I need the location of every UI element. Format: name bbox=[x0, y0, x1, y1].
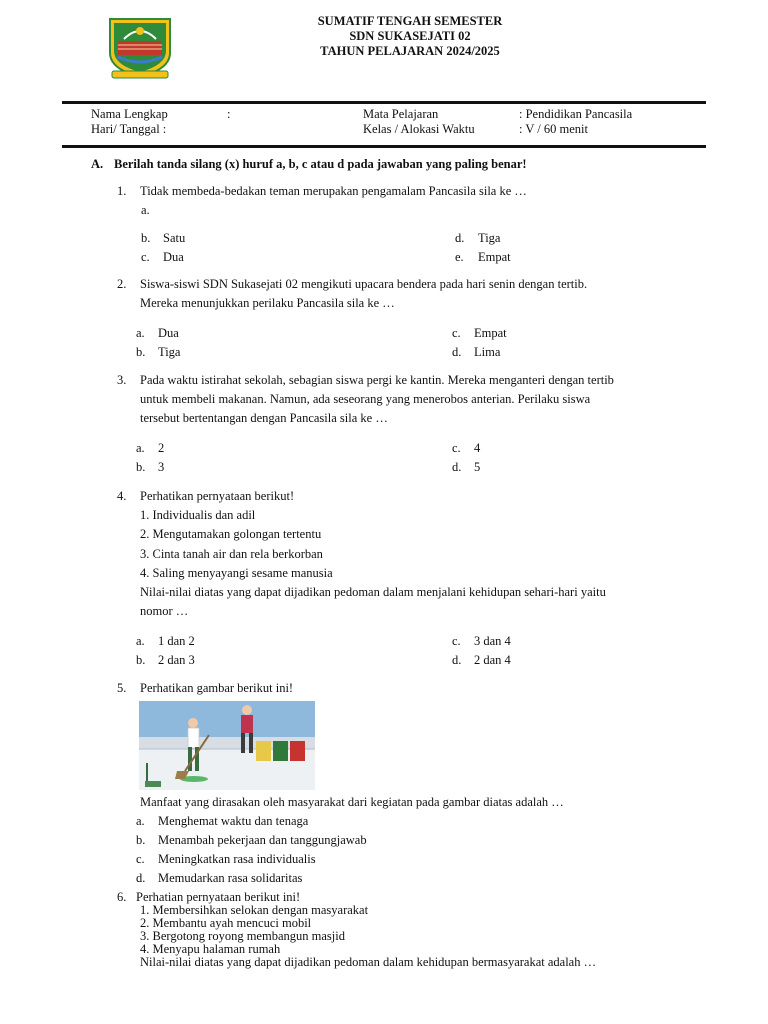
question-text: tersebut bertentangan dengan Pancasila sila ke … bbox=[140, 411, 388, 425]
option-text: Dua bbox=[163, 250, 184, 264]
question-text: Tidak membeda-bedakan teman merupakan pengamalam Pancasila sila ke … bbox=[140, 184, 527, 198]
question-text: Nilai-nilai diatas yang dapat dijadikan pedoman dalam kehidupan bermasyarakat adalah … bbox=[140, 955, 597, 969]
question-text: Manfaat yang dirasakan oleh masyarakat dari kegiatan pada gambar diatas adalah … bbox=[140, 795, 564, 809]
option-letter: b. bbox=[136, 833, 146, 847]
option-letter: a. bbox=[136, 326, 145, 340]
option-text: 2 dan 4 bbox=[474, 653, 511, 667]
option-letter: b. bbox=[136, 653, 146, 667]
option-letter: a. bbox=[136, 634, 145, 648]
question-number: 1. bbox=[117, 184, 127, 198]
option-text: 4 bbox=[474, 441, 481, 455]
option-text: Empat bbox=[478, 250, 511, 264]
option-letter: e. bbox=[455, 250, 464, 264]
option-text: 3 dan 4 bbox=[474, 634, 511, 648]
option-text: Memudarkan rasa solidaritas bbox=[158, 871, 303, 885]
option-letter: b. bbox=[136, 460, 146, 474]
option-letter: d. bbox=[136, 871, 146, 885]
option-text: Menambah pekerjaan dan tanggungjawab bbox=[158, 833, 367, 847]
question-number: 6. bbox=[117, 890, 127, 904]
subject-label: Mata Pelajaran bbox=[363, 107, 439, 121]
option-letter: c. bbox=[452, 634, 461, 648]
statement-item: 2. Mengutamakan golongan tertentu bbox=[140, 527, 322, 541]
question-text: Perhatikan gambar berikut ini! bbox=[140, 681, 294, 695]
option-letter: c. bbox=[452, 326, 461, 340]
academic-year: TAHUN PELAJARAN 2024/2025 bbox=[320, 44, 500, 58]
option-text: Lima bbox=[474, 345, 501, 359]
class-value: : V / 60 menit bbox=[519, 122, 588, 136]
subject-value: : Pendidikan Pancasila bbox=[519, 107, 633, 121]
question-text: Perhatian pernyataan berikut ini! bbox=[136, 890, 301, 904]
header-rule-bottom bbox=[62, 145, 706, 148]
option-text: Meningkatkan rasa individualis bbox=[158, 852, 316, 866]
option-letter: c. bbox=[452, 441, 461, 455]
option-text: Dua bbox=[158, 326, 179, 340]
statement-item: 3. Bergotong royong membangun masjid bbox=[140, 929, 345, 943]
option-text: 2 dan 3 bbox=[158, 653, 195, 667]
option-text: Satu bbox=[163, 231, 186, 245]
question-text: untuk membeli makanan. Namun, ada seseorang yang menerobos anterian. Perilaku siswa bbox=[140, 392, 591, 406]
name-colon: : bbox=[227, 107, 231, 121]
statement-item: 4. Saling menyayangi sesame manusia bbox=[140, 566, 333, 580]
option-text: Tiga bbox=[478, 231, 501, 245]
class-label: Kelas / Alokasi Waktu bbox=[363, 122, 475, 136]
question-text: Perhatikan pernyataan berikut! bbox=[140, 489, 295, 503]
question-number: 5. bbox=[117, 681, 127, 695]
option-letter: a. bbox=[136, 814, 145, 828]
question-text: Pada waktu istirahat sekolah, sebagian siswa pergi ke kantin. Mereka menganteri dengan tertib bbox=[140, 373, 614, 387]
option-text: 3 bbox=[158, 460, 165, 474]
option-letter: d. bbox=[455, 231, 465, 245]
name-label: Nama Lengkap bbox=[91, 107, 168, 121]
option-text: 1 dan 2 bbox=[158, 634, 195, 648]
option-text: Tiga bbox=[158, 345, 181, 359]
section-instruction: Berilah tanda silang (x) huruf a, b, c atau d pada jawaban yang paling benar! bbox=[114, 157, 527, 171]
statement-item: 4. Menyapu halaman rumah bbox=[140, 942, 281, 956]
option-letter: b. bbox=[136, 345, 146, 359]
option-text: Menghemat waktu dan tenaga bbox=[158, 814, 309, 828]
option-text: 2 bbox=[158, 441, 165, 455]
option-text: Empat bbox=[474, 326, 507, 340]
exam-title: SUMATIF TENGAH SEMESTER bbox=[317, 14, 503, 28]
date-label: Hari/ Tanggal : bbox=[91, 122, 167, 136]
question-number: 4. bbox=[117, 489, 127, 503]
question-text: Siswa-siswi SDN Sukasejati 02 mengikuti upacara bendera pada hari senin dengan tertib. bbox=[140, 277, 588, 291]
option-letter: d. bbox=[452, 460, 462, 474]
option-text: 5 bbox=[474, 460, 481, 474]
cleaning-illustration bbox=[139, 701, 315, 790]
question-number: 2. bbox=[117, 277, 127, 291]
section-letter: A. bbox=[91, 157, 104, 171]
statement-item: 2. Membantu ayah mencuci mobil bbox=[140, 916, 312, 930]
option-letter: b. bbox=[141, 231, 151, 245]
question-text: Mereka menunjukkan perilaku Pancasila sila ke … bbox=[140, 296, 395, 310]
option-letter: a. bbox=[136, 441, 145, 455]
question-text: Nilai-nilai diatas yang dapat dijadikan pedoman dalam menjalani kehidupan sehari-hari yaitu bbox=[140, 585, 606, 599]
option-letter: a. bbox=[141, 203, 150, 217]
option-letter: c. bbox=[136, 852, 145, 866]
option-letter: d. bbox=[452, 345, 462, 359]
header-rule-top bbox=[62, 101, 706, 104]
statement-item: 3. Cinta tanah air dan rela berkorban bbox=[140, 547, 323, 561]
statement-item: 1. Membersihkan selokan dengan masyarakat bbox=[140, 903, 369, 917]
school-name: SDN SUKASEJATI 02 bbox=[349, 29, 471, 43]
option-letter: c. bbox=[141, 250, 150, 264]
option-letter: d. bbox=[452, 653, 462, 667]
statement-item: 1. Individualis dan adil bbox=[140, 508, 256, 522]
question-number: 3. bbox=[117, 373, 127, 387]
question-text: nomor … bbox=[140, 604, 189, 618]
